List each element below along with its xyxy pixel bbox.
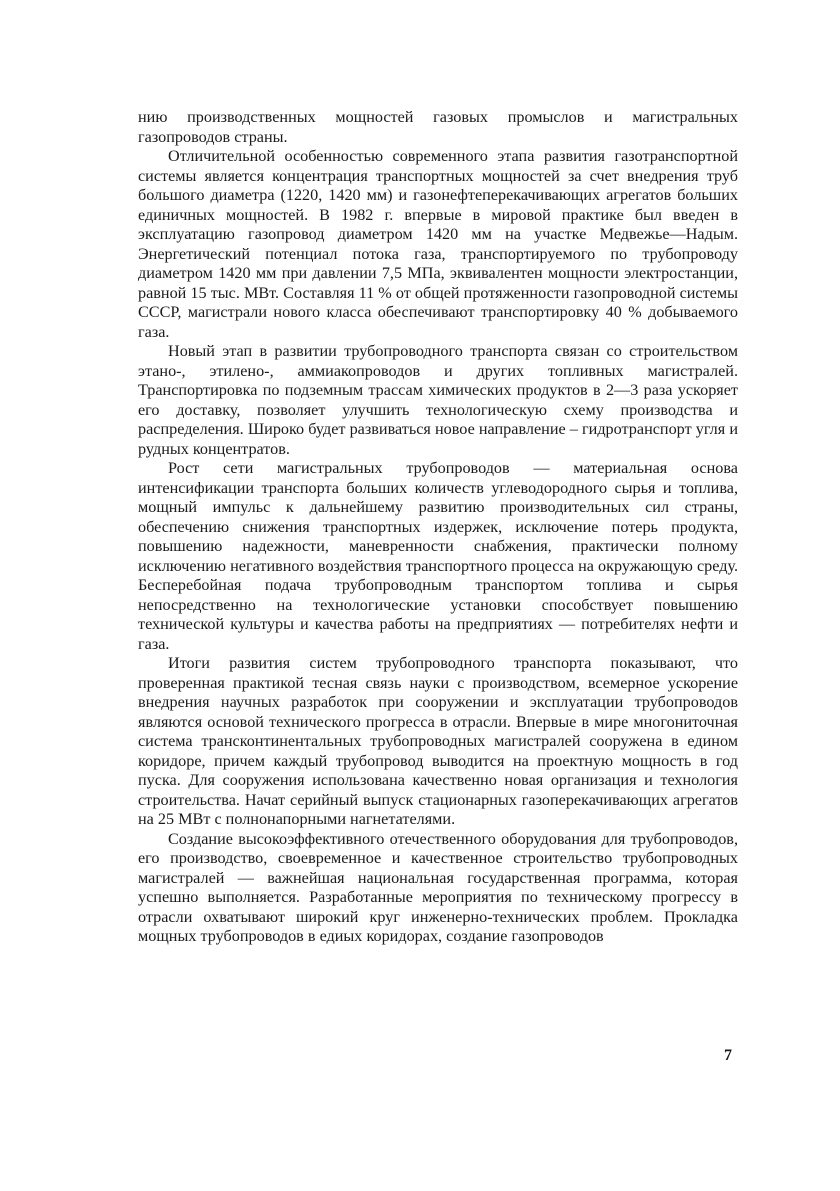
paragraph: Рост сети магистральных трубопроводов — материальная основа интенсификации транспорта больших количеств углеводородного сырья и топлива, мощный импульс к дальнейшему развитию производительных сил страны, обеспечению снижения транспортных издержек, исключение потерь продукта, повышению надежности, маневренности снабжения, практически полному исключению негативного воздействия транспортного процесса на окружающую среду. Бесперебойная подача трубопроводным транспортом топлива и сырья непосредственно на технологические установки способствует повышению технической культуры и качества работы на предприятиях — потребителях нефти и газа.: [138, 459, 738, 653]
page-number: 7: [724, 1047, 732, 1064]
paragraph: Итоги развития систем трубопроводного транспорта показывают, что проверенная практикой тесная связь науки с производством, всемерное ускорение внедрения научных разработок при сооружении и эксплуатации трубопроводов являются основой технического прогресса в отрасли. Впервые в мире многониточная система трансконтинентальных трубопроводных магистралей сооружена в едином коридоре, причем каждый трубопровод выводится на проектную мощность в год пуска. Для сооружения использована качественно новая организация и технология строительства. Начат серийный выпуск стационарных газоперекачивающих агрегатов на 25 МВт с полнонапорными нагнетателями.: [138, 654, 738, 828]
paragraph: Отличительной особенностью современного этапа развития газотранспортной системы является концентрация транспортных мощностей за счет внедрения труб большого диаметра (1220, 1420 мм) и газонефтеперекачивающих агрегатов больших единичных мощностей. В 1982 г. впервые в мировой практике был введен в эксплуатацию газопровод диаметром 1420 мм на участке Медвежье—Надым. Энергетический потенциал потока газа, транспортируемого по трубопроводу диаметром 1420 мм при давлении 7,5 МПа, эквивалентен мощности электростанции, равной 15 тыс. МВт. Составляя 11 % от общей протяженности газопроводной системы СССР, магистрали нового класса обеспечивают транспортировку 40 % добываемого газа.: [138, 147, 738, 341]
paragraph-continuation: нию производственных мощностей газовых промыслов и магистральных газопроводов страны.: [138, 108, 738, 146]
paragraph: Новый этап в развитии трубопроводного транспорта связан со строительством этано-, этилено-, аммиакопроводов и других топливных магистралей. Транспортировка по подземным трассам химических продуктов в 2—3 раза ускоряет его доставку, позволяет улучшить технологическую схему производства и распределения. Широко будет развиваться новое направление – гидротранспорт угля и рудных концентратов.: [138, 342, 738, 458]
paragraph: Создание высокоэффективного отечественного оборудования для трубопроводов, его производство, своевременное и качественное строительство трубопроводных магистралей — важнейшая национальная государственная программа, которая успешно выполняется. Разработанные мероприятия по техническому прогрессу в отрасли охватывают широкий круг инженерно-технических проблем. Прокладка мощных трубопроводов в едиых коридорах, создание газопроводов: [138, 829, 738, 945]
body-text: [138, 108, 738, 947]
